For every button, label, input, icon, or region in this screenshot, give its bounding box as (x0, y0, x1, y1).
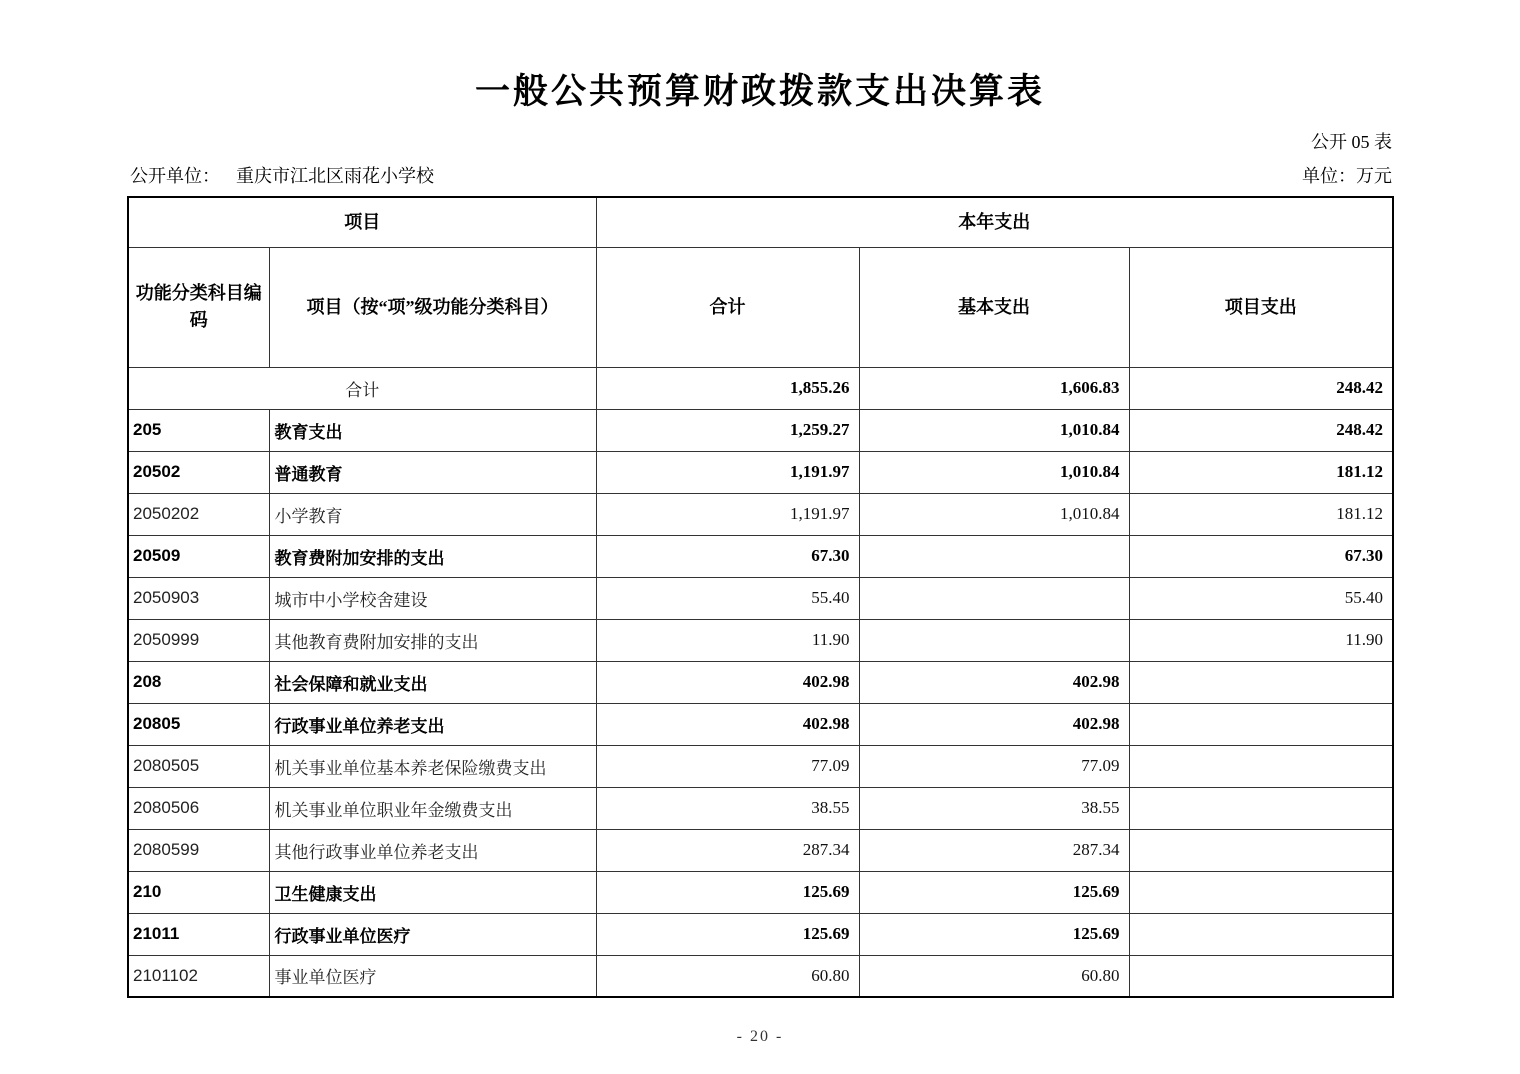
header-columns-row (128, 247, 1393, 367)
row-basic-amount: 125.69 (859, 871, 1129, 913)
table-row (128, 451, 1393, 493)
table-row (128, 703, 1393, 745)
table-body (128, 367, 1393, 997)
row-total-amount: 55.40 (596, 577, 859, 619)
row-item-name: 普通教育 (269, 451, 596, 493)
header-col-project-expenditure: 项目支出 (1129, 247, 1393, 367)
row-basic-amount (859, 619, 1129, 661)
row-function-code: 2101102 (128, 955, 269, 997)
row-item-name: 行政事业单位医疗 (269, 913, 596, 955)
row-item-name: 教育支出 (269, 409, 596, 451)
row-item-name: 社会保障和就业支出 (269, 661, 596, 703)
table-row (128, 787, 1393, 829)
row-function-code: 20502 (128, 451, 269, 493)
row-basic-amount: 1,010.84 (859, 493, 1129, 535)
row-project-amount (1129, 829, 1393, 871)
row-item-name: 机关事业单位基本养老保险缴费支出 (269, 745, 596, 787)
unit-of-measure: 单位：万元 (1302, 166, 1392, 186)
row-total-amount: 1,855.26 (596, 367, 859, 409)
row-project-amount (1129, 745, 1393, 787)
row-item-name: 其他教育费附加安排的支出 (269, 619, 596, 661)
publishing-unit-name: 重庆市江北区雨花小学校 (236, 166, 434, 186)
row-function-code: 20509 (128, 535, 269, 577)
row-project-amount: 67.30 (1129, 535, 1393, 577)
header-group-year-expenditure: 本年支出 (596, 197, 1393, 247)
row-basic-amount: 38.55 (859, 787, 1129, 829)
row-project-amount: 11.90 (1129, 619, 1393, 661)
table-row (128, 871, 1393, 913)
row-item-name: 小学教育 (269, 493, 596, 535)
row-function-code: 208 (128, 661, 269, 703)
row-item-name: 事业单位医疗 (269, 955, 596, 997)
row-project-amount: 181.12 (1129, 493, 1393, 535)
meta-row (130, 162, 1392, 188)
row-function-code: 2080599 (128, 829, 269, 871)
row-total-amount: 67.30 (596, 535, 859, 577)
row-basic-amount: 1,010.84 (859, 409, 1129, 451)
header-col-basic-expenditure: 基本支出 (859, 247, 1129, 367)
row-total-amount: 1,191.97 (596, 451, 859, 493)
row-function-code: 2050903 (128, 577, 269, 619)
row-total-amount: 125.69 (596, 913, 859, 955)
row-project-amount (1129, 913, 1393, 955)
header-col-function-code: 功能分类科目编码 (128, 247, 269, 367)
table-number: 公开 05 表 (1311, 132, 1392, 152)
row-total-amount: 77.09 (596, 745, 859, 787)
row-basic-amount: 1,010.84 (859, 451, 1129, 493)
table-row (128, 493, 1393, 535)
table-header (128, 197, 1393, 367)
table-row (128, 619, 1393, 661)
row-project-amount (1129, 787, 1393, 829)
page-number: - 20 - (736, 1028, 784, 1045)
row-total-amount: 125.69 (596, 871, 859, 913)
row-item-name: 机关事业单位职业年金缴费支出 (269, 787, 596, 829)
row-item-name: 卫生健康支出 (269, 871, 596, 913)
header-group-item: 项目 (128, 197, 596, 247)
row-project-amount: 55.40 (1129, 577, 1393, 619)
row-function-code: 2080506 (128, 787, 269, 829)
row-total-amount: 1,259.27 (596, 409, 859, 451)
publishing-unit-label: 公开单位： (130, 166, 220, 186)
row-function-code: 21011 (128, 913, 269, 955)
page-title: 一般公共预算财政拨款支出决算表 (474, 72, 1045, 111)
table-row (128, 535, 1393, 577)
table-row (128, 829, 1393, 871)
row-basic-amount: 125.69 (859, 913, 1129, 955)
table-row (128, 409, 1393, 451)
row-basic-amount (859, 535, 1129, 577)
row-function-code: 2050999 (128, 619, 269, 661)
row-function-code: 2050202 (128, 493, 269, 535)
table-row (128, 661, 1393, 703)
row-total-amount: 38.55 (596, 787, 859, 829)
publishing-unit (130, 162, 434, 188)
table-row (128, 577, 1393, 619)
table-row (128, 745, 1393, 787)
row-total-amount: 402.98 (596, 703, 859, 745)
row-total-amount: 1,191.97 (596, 493, 859, 535)
row-project-amount (1129, 661, 1393, 703)
row-function-code: 210 (128, 871, 269, 913)
row-total-amount: 402.98 (596, 661, 859, 703)
row-item-name: 行政事业单位养老支出 (269, 703, 596, 745)
table-row (128, 955, 1393, 997)
row-basic-amount: 287.34 (859, 829, 1129, 871)
header-group-row (128, 197, 1393, 247)
row-project-amount: 248.42 (1129, 409, 1393, 451)
row-project-amount: 181.12 (1129, 451, 1393, 493)
row-project-amount: 248.42 (1129, 367, 1393, 409)
row-basic-amount: 402.98 (859, 661, 1129, 703)
row-function-code: 20805 (128, 703, 269, 745)
row-basic-amount: 402.98 (859, 703, 1129, 745)
row-function-code: 2080505 (128, 745, 269, 787)
row-total-amount: 287.34 (596, 829, 859, 871)
row-total-label: 合计 (128, 367, 596, 409)
row-basic-amount (859, 577, 1129, 619)
row-basic-amount: 1,606.83 (859, 367, 1129, 409)
row-total-amount: 11.90 (596, 619, 859, 661)
row-project-amount (1129, 955, 1393, 997)
row-project-amount (1129, 703, 1393, 745)
row-item-name: 教育费附加安排的支出 (269, 535, 596, 577)
row-function-code: 205 (128, 409, 269, 451)
table-row (128, 913, 1393, 955)
header-col-item-name: 项目（按“项”级功能分类科目） (269, 247, 596, 367)
row-item-name: 其他行政事业单位养老支出 (269, 829, 596, 871)
row-basic-amount: 60.80 (859, 955, 1129, 997)
row-total-amount: 60.80 (596, 955, 859, 997)
row-project-amount (1129, 871, 1393, 913)
row-basic-amount: 77.09 (859, 745, 1129, 787)
expenditure-table (127, 196, 1394, 998)
table-row (128, 367, 1393, 409)
row-item-name: 城市中小学校舍建设 (269, 577, 596, 619)
header-col-total: 合计 (596, 247, 859, 367)
